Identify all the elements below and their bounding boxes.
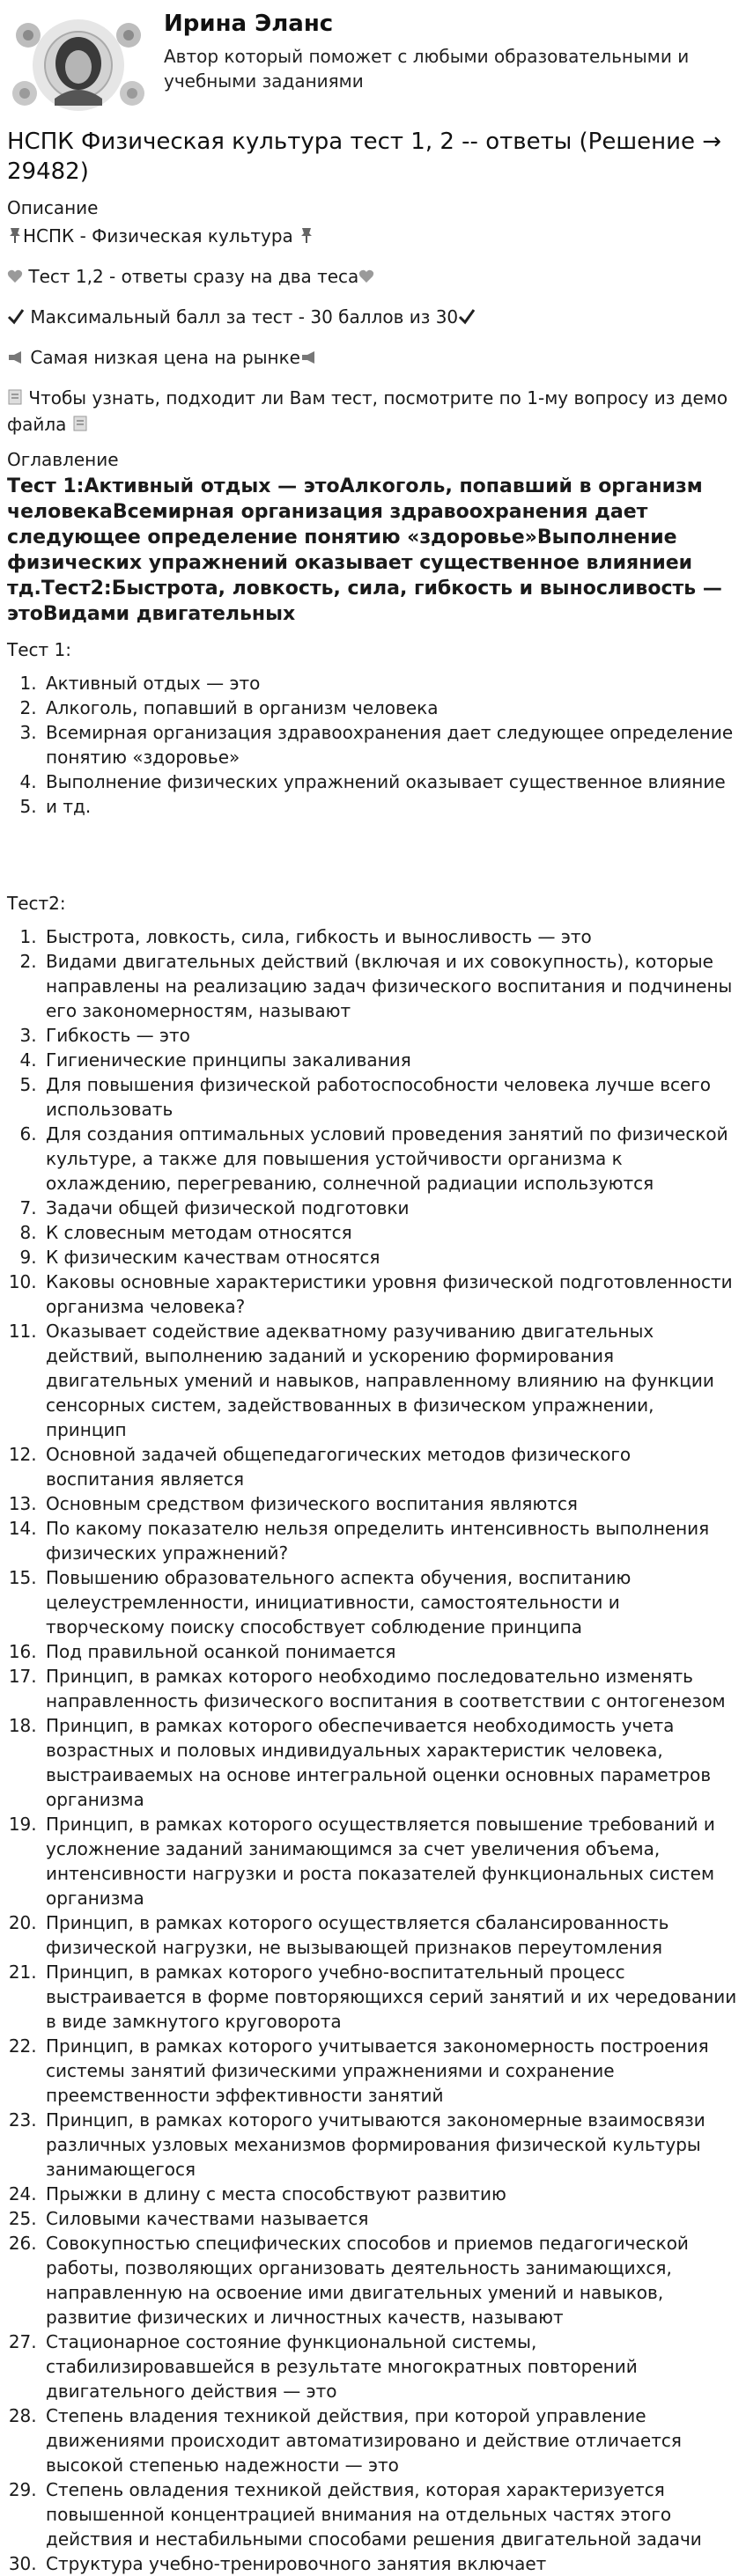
document-icon (72, 414, 88, 438)
list-item: 19. Принцип, в рамках которого осуществляется повышение требований и усложнение заданий занимающимся за счет увеличения объема, интенсивности нагрузки и роста показателей функциональных систем организма (42, 1812, 739, 1910)
description-line (7, 345, 739, 372)
description-text: Тест 1,2 - ответы сразу на два теса (28, 266, 359, 287)
description-text: НСПК - Физическая культура (23, 225, 293, 247)
toc-label: Оглавление (7, 449, 119, 470)
list-item: 2. Видами двигательных действий (включая и их совокупность), которые направлены на реализацию задач физического воспитания и подчинены его закономерностям, называют (42, 949, 739, 1023)
list-item: 17. Принцип, в рамках которого необходимо последовательно изменять направленность физического воспитания в соответствии с онтогенезом (42, 1664, 739, 1713)
list-item: 22. Принцип, в рамках которого учитывается закономерность построения системы занятий физическими упражнениями и сохранение преемственности эффективности занятий (42, 2034, 739, 2108)
megaphone-icon (300, 347, 318, 372)
author-avatar[interactable] (12, 18, 144, 113)
description-line (7, 305, 739, 331)
pushpin-icon (299, 225, 314, 250)
list-item: 16. Под правильной осанкой понимается (42, 1639, 739, 1664)
description-line (7, 224, 739, 250)
heart-icon (7, 266, 23, 291)
list-item: 5. Для повышения физической работоспособности человека лучше всего использовать (42, 1072, 739, 1122)
list-item: 9. К физическим качествам относятся (42, 1245, 739, 1270)
list-item: 6. Для создания оптимальных условий проведения занятий по физической культуре, а также для повышения устойчивости организма к охлаждению, перегреванию, солнечной радиации используются (42, 1122, 739, 1196)
list-item: 1. Активный отдых — это (42, 671, 739, 696)
test1-list (7, 671, 739, 819)
list-item: 12. Основной задачей общепедагогических методов физического воспитания является (42, 1442, 739, 1491)
list-item: 4. Выполнение физических упражнений оказывает существенное влияние (42, 769, 739, 794)
list-item: 23. Принцип, в рамках которого учитываются закономерные взаимосвязи различных узловых механизмов формирования физической культуры занимающегося (42, 2108, 739, 2182)
description-label: Описание (7, 197, 99, 218)
list-item: 7. Задачи общей физической подготовки (42, 1196, 739, 1220)
toc-title: Тест 1:Активный отдых — этоАлкоголь, попавший в организм человекаВсемирная организация здравоохранения дает следующее определение понятию «здоровье»Выполнение физических упражнений оказывает существенное влияниеи тд.Тест2:Быстрота, ловкость, сила, гибкость и выносливость — этоВидами двигательных (7, 475, 722, 625)
check-mark-icon (7, 306, 25, 331)
list-item: 20. Принцип, в рамках которого осуществляется сбалансированность физической нагрузки, не вызывающей признаков переутомления (42, 1910, 739, 1960)
description-line (7, 264, 739, 291)
megaphone-icon (7, 347, 25, 372)
list-item: 15. Повышению образовательного аспекта обучения, воспитанию целеустремленности, инициативности, самостоятельности и творческому поиску способствует соблюдение принципа (42, 1565, 739, 1639)
list-item: 28. Степень владения техникой действия, при которой управление движениями происходит автоматизировано и действие отличается высокой степенью надежности — это (42, 2403, 739, 2477)
document-icon (7, 387, 23, 412)
list-item: 24. Прыжки в длину с места способствуют развитию (42, 2182, 739, 2206)
list-item: 5. и тд. (42, 794, 739, 819)
list-item: 13. Основным средством физического воспитания являются (42, 1491, 739, 1516)
author-description: Автор который поможет с любыми образовательными и учебными заданиями (164, 46, 690, 92)
portrait-icon (55, 37, 102, 106)
test2-label: Тест2: (7, 893, 66, 914)
pushpin-icon (7, 225, 23, 250)
author-header (7, 0, 739, 114)
list-item: 11. Оказывает содействие адекватному разучиванию двигательных действий, выполнению заданий и ускорению формирования двигательных умений и навыков, направленному влиянию на функции сенсорных систем, задействованных в физическом упражнении, принцип (42, 1319, 739, 1442)
check-mark-icon (458, 306, 476, 331)
list-item: 14. По какому показателю нельзя определить интенсивность выполнения физических упражнений? (42, 1516, 739, 1565)
list-item: 10. Каковы основные характеристики уровня физической подготовленности организма человека? (42, 1270, 739, 1319)
list-item: 30. Структура учебно-тренировочного занятия включает (42, 2551, 739, 2576)
author-name[interactable]: Ирина Эланс (164, 11, 334, 37)
list-item: 18. Принцип, в рамках которого обеспечивается необходимость учета возрастных и половых индивидуальных характеристик человека, выстраиваемых на основе интегральной оценки основных параметров организма (42, 1713, 739, 1812)
list-item: 3. Гибкость — это (42, 1023, 739, 1048)
spacer (7, 819, 739, 880)
list-item: 21. Принцип, в рамках которого учебно-воспитательный процесс выстраивается в форме повторяющихся серий занятий и их чередовании в виде замкнутого круговорота (42, 1960, 739, 2034)
list-item: 29. Степень овладения техникой действия, которая характеризуется повышенной концентрацией внимания на отдельных частях этого действия и нестабильными способами решения двигательной задачи (42, 2477, 739, 2551)
list-item: 4. Гигиенические принципы закаливания (42, 1048, 739, 1072)
list-item: 26. Совокупностью специфических способов и приемов педагогической работы, позволяющих организовать деятельность занимающихся, направленную на освоение ими двигательных умений и навыков, развитие физических и личностных качеств, называют (42, 2231, 739, 2329)
test1-label: Тест 1: (7, 639, 71, 660)
list-item: 25. Силовыми качествами называется (42, 2206, 739, 2231)
list-item: 8. К словесным методам относятся (42, 1220, 739, 1245)
test2-list (7, 924, 739, 2576)
description-text: Самая низкая цена на рынке (30, 347, 300, 368)
description-text: Чтобы узнать, подходит ли Вам тест, посмотрите по 1-му вопросу из демо файла (7, 387, 728, 435)
list-item: 3. Всемирная организация здравоохранения дает следующее определение понятию «здоровье» (42, 720, 739, 769)
page-title: НСПК Физическая культура тест 1, 2 -- ответы (Решение → 29482) (7, 129, 722, 185)
description-text: Максимальный балл за тест - 30 баллов из 30 (30, 306, 459, 328)
list-item: 27. Стационарное состояние функциональной системы, стабилизировавшейся в результате многократных повторений двигательного действия — это (42, 2329, 739, 2403)
list-item: 1. Быстрота, ловкость, сила, гибкость и выносливость — это (42, 924, 739, 949)
description-line (7, 386, 739, 438)
heart-icon (358, 266, 374, 291)
list-item: 2. Алкоголь, попавший в организм человека (42, 696, 739, 720)
